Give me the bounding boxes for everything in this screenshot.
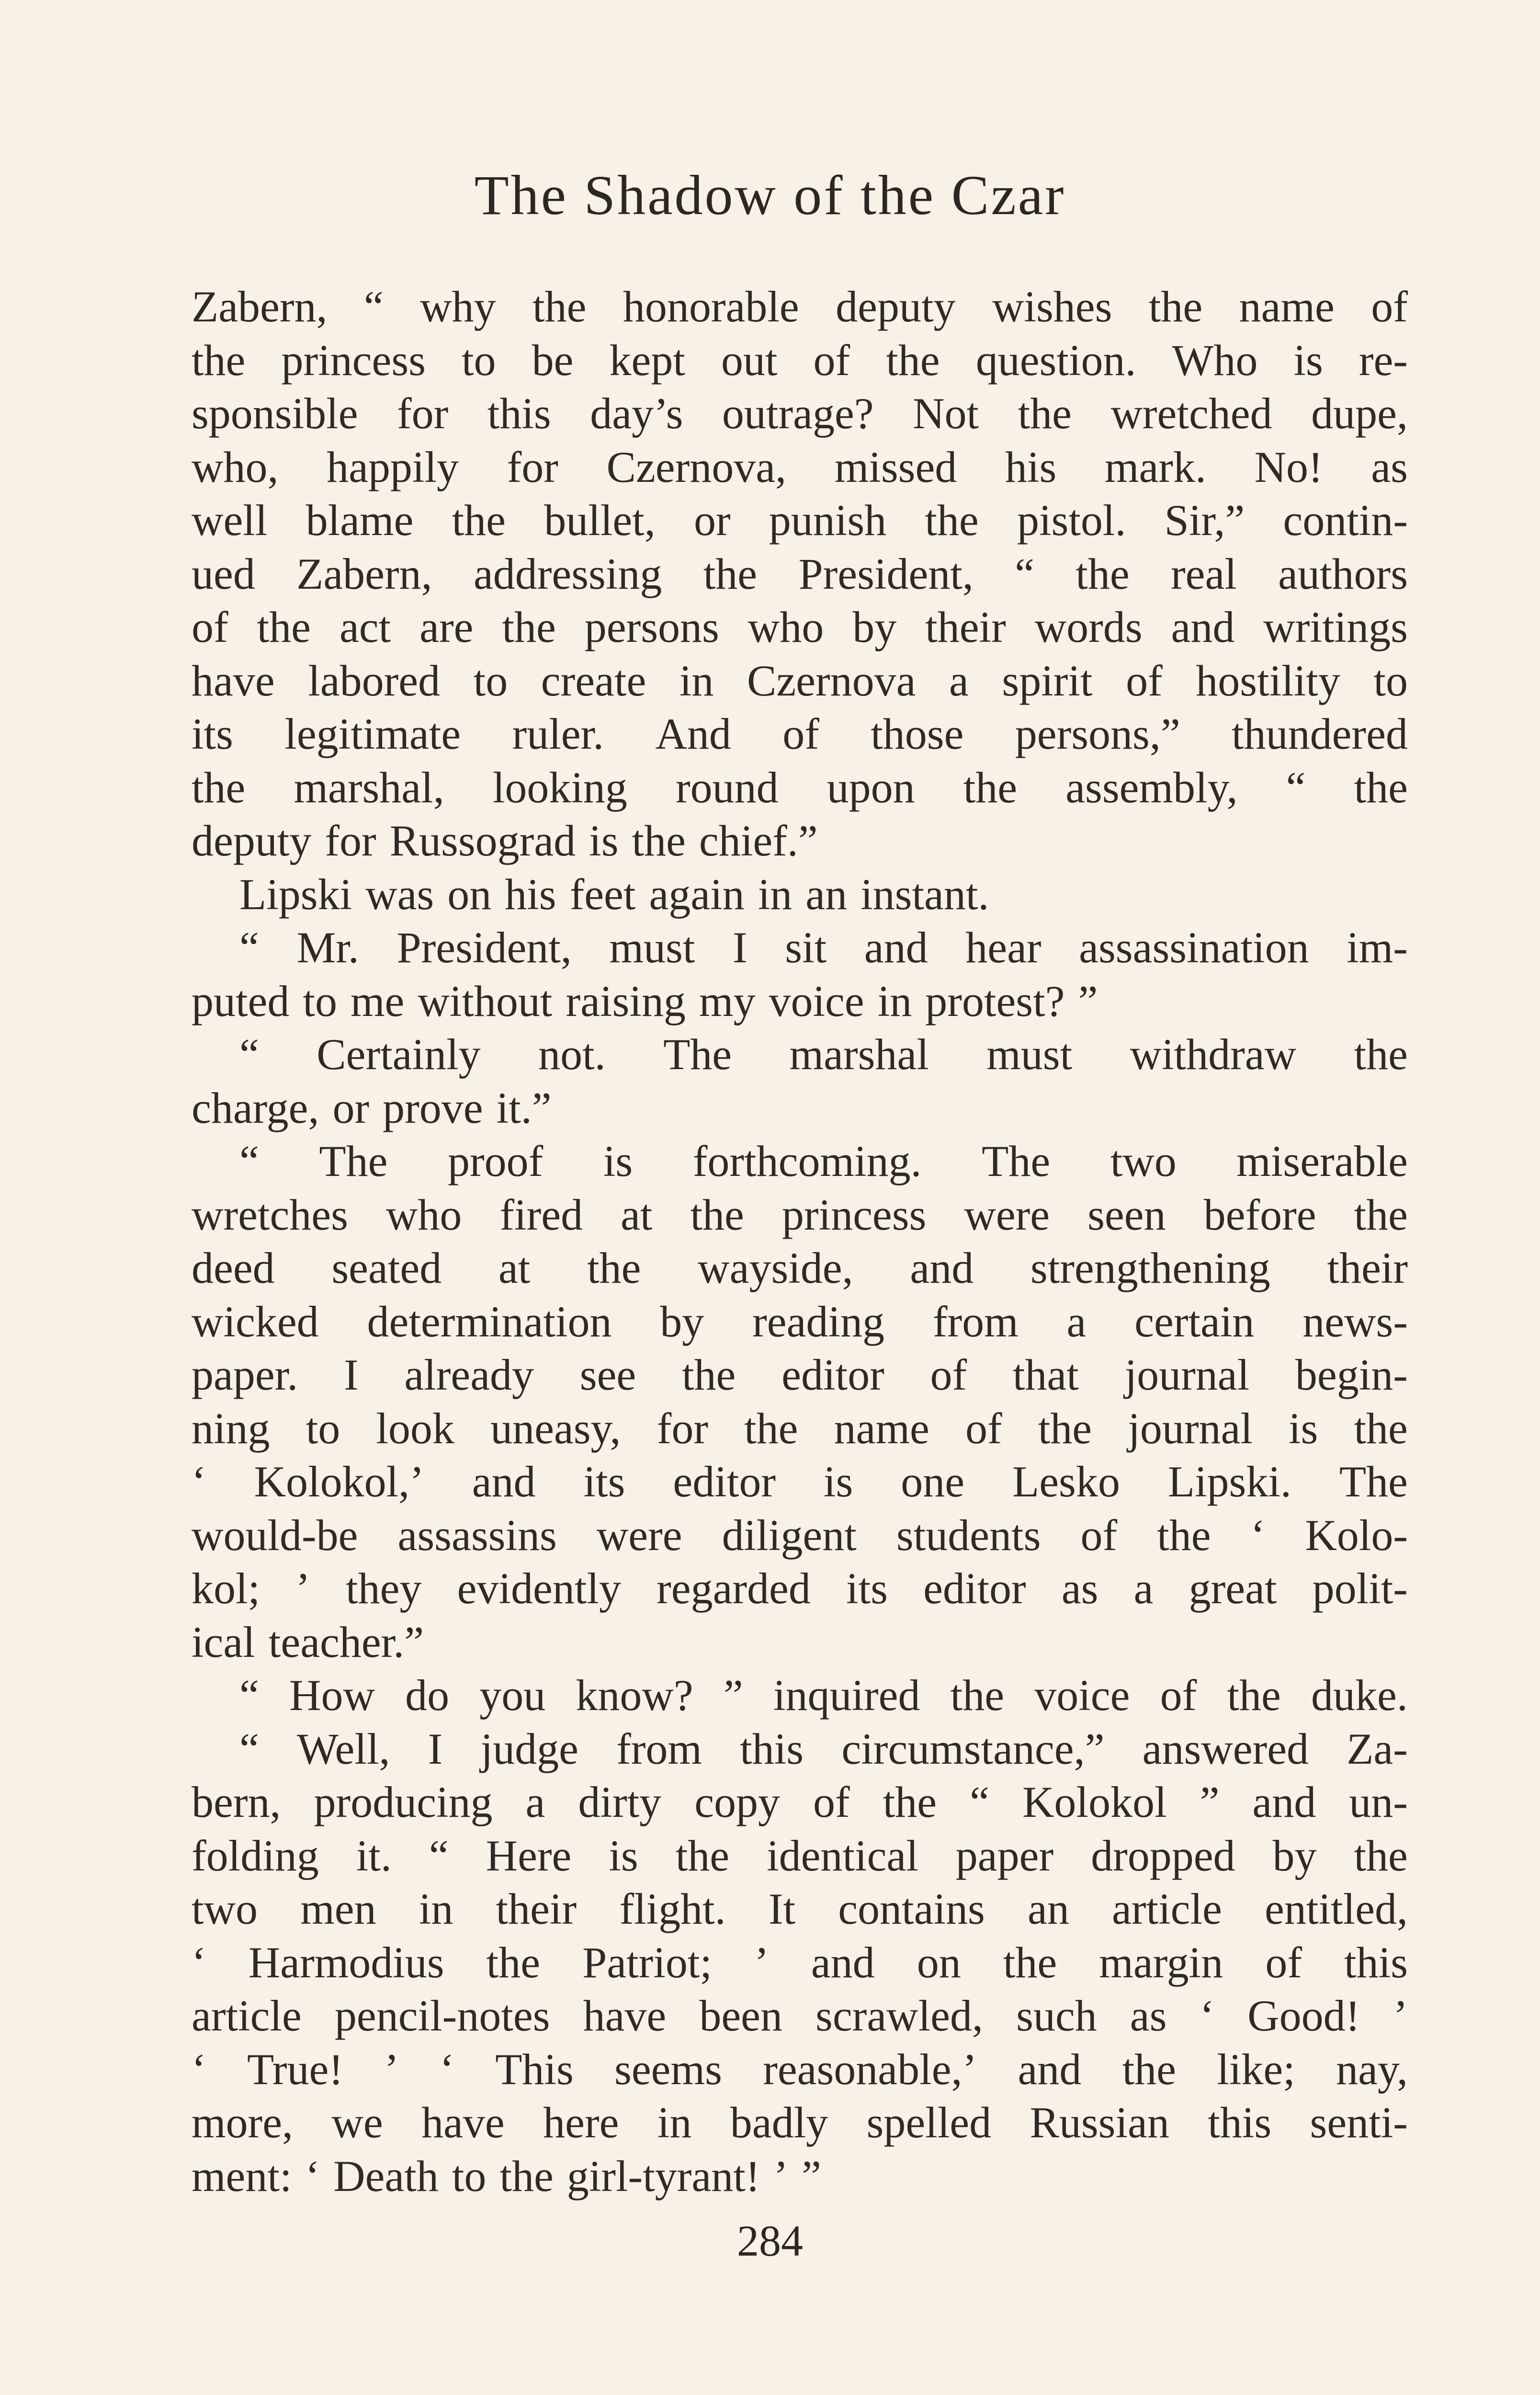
text-line: “ Certainly not. The marshal must withdraw the (239, 1030, 1408, 1079)
text-line: Zabern, “ why the honorable deputy wishes the name of (192, 282, 1408, 331)
text-line: well blame the bullet, or punish the pistol. Sir,” contin- (192, 496, 1408, 545)
text-line: “ Well, I judge from this circumstance,” answered Za- (239, 1724, 1408, 1773)
text-line: “ Mr. President, must I sit and hear assassination im- (239, 923, 1408, 972)
text-line: puted to me without raising my voice in protest? ” (192, 976, 1098, 1026)
text-line: would-be assassins were diligent students of the ‘ Kolo- (192, 1510, 1408, 1560)
text-line: bern, producing a dirty copy of the “ Kolokol ” and un- (192, 1778, 1408, 1826)
text-line: ning to look uneasy, for the name of the journal is the (192, 1403, 1408, 1453)
text-line: ‘ True! ’ ‘ This seems reasonable,’ and the like; nay, (192, 2044, 1408, 2094)
text-line: of the act are the persons who by their words and writings (192, 603, 1408, 651)
text-line: deputy for Russograd is the chief.” (192, 816, 818, 865)
running-head: The Shadow of the Czar (474, 164, 1066, 227)
text-line: “ How do you know? ” inquired the voice of the duke. (239, 1671, 1408, 1720)
text-line: Lipski was on his feet again in an instant. (239, 869, 989, 919)
text-line: folding it. “ Here is the identical paper dropped by the (192, 1831, 1408, 1880)
text-line: paper. I already see the editor of that journal begin- (192, 1350, 1408, 1399)
text-line: have labored to create in Czernova a spirit of hostility to (192, 656, 1408, 705)
text-line: ‘ Kolokol,’ and its editor is one Lesko Lipski. The (192, 1457, 1408, 1506)
body-text (192, 280, 1408, 2203)
text-line: sponsible for this day’s outrage? Not the wretched dupe, (192, 389, 1408, 438)
text-line: the princess to be kept out of the question. Who is re- (192, 335, 1408, 385)
text-line: deed seated at the wayside, and strengthening their (192, 1243, 1408, 1292)
text-line: charge, or prove it.” (192, 1083, 552, 1132)
text-line: more, we have here in badly spelled Russian this senti- (192, 2098, 1408, 2147)
text-line: the marshal, looking round upon the assembly, “ the (192, 763, 1408, 812)
page-number: 284 (737, 2216, 803, 2265)
text-line: ical teacher.” (192, 1617, 424, 1666)
text-line: ment: ‘ Death to the girl-tyrant! ’ ” (192, 2151, 821, 2201)
text-line: its legitimate ruler. And of those persons,” thundered (192, 709, 1408, 758)
text-line: two men in their flight. It contains an article entitled, (192, 1884, 1408, 1933)
text-line: who, happily for Czernova, missed his mark. No! as (192, 442, 1408, 491)
text-line: ued Zabern, addressing the President, “ the real authors (192, 549, 1408, 598)
text-line: wretches who fired at the princess were seen before the (192, 1190, 1408, 1239)
text-line: kol; ’ they evidently regarded its editor as a great polit- (192, 1564, 1408, 1613)
text-line: wicked determination by reading from a certain news- (192, 1297, 1408, 1346)
text-line: “ The proof is forthcoming. The two miserable (239, 1137, 1408, 1186)
text-line: article pencil-notes have been scrawled, such as ‘ Good! ’ (192, 1991, 1408, 2040)
text-line: ‘ Harmodius the Patriot; ’ and on the margin of this (192, 1938, 1408, 1987)
